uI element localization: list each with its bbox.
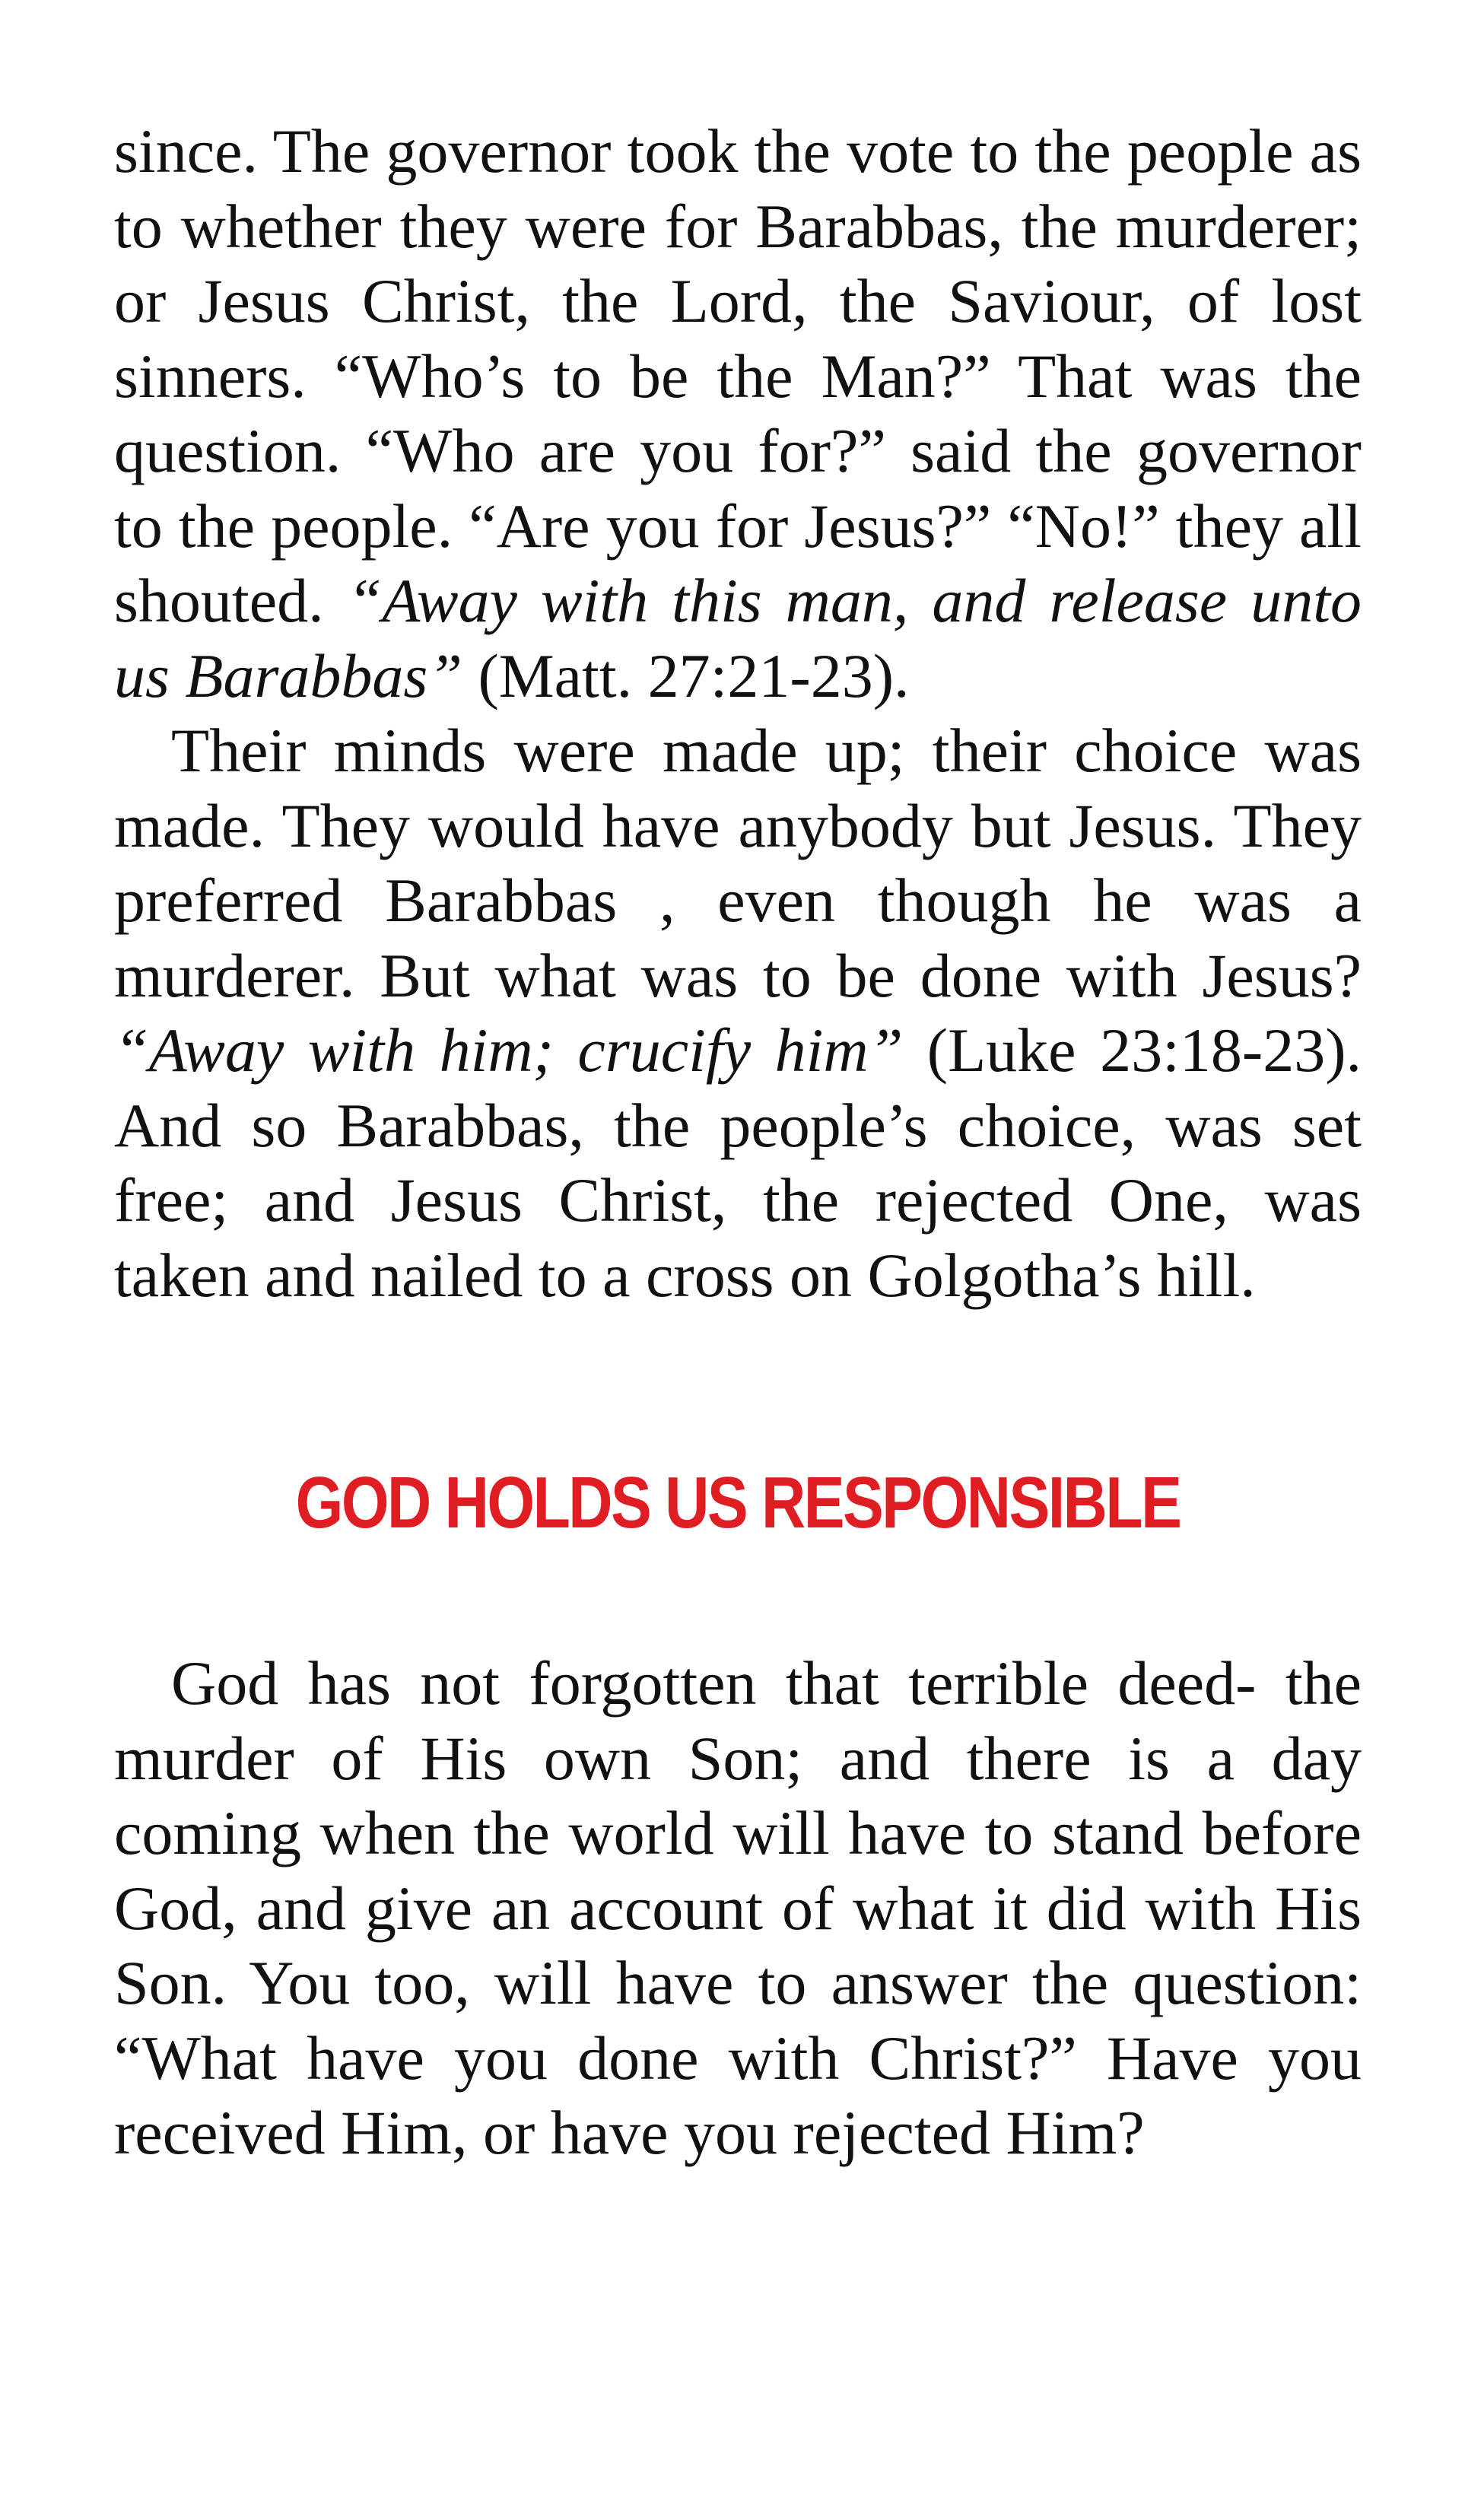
paragraph-text-continued: (Luke 23:18-23). And so Barabbas, the people’s choice, was set free; and Jesus Christ, the rejected One, was taken and nailed to a cross on Golgotha’s hill. bbox=[114, 1016, 1362, 1310]
section-heading: GOD HOLDS US RESPONSIBLE bbox=[295, 1462, 1181, 1543]
paragraph-barabbas-vote bbox=[114, 114, 1362, 714]
scripture-quote-matthew: “Away with this man, and release unto us Barabbas” bbox=[114, 566, 1362, 710]
scripture-reference-matthew: (Matt. 27:21-23). bbox=[462, 640, 910, 710]
paragraph-god-holds-responsible: God has not forgotten that terrible deed- the murder of His own Son; and there is a day coming when the world will have to stand before God, and give an account of what it did with His Son. You too, will have to answer the question: “What have you done with Christ?” Have you received Him, or have you rejected Him? bbox=[114, 1648, 1362, 2167]
paragraph-their-choice bbox=[114, 714, 1362, 1313]
scripture-quote-luke: “Away with him; crucify him” bbox=[114, 1016, 904, 1085]
page-content bbox=[114, 114, 1362, 2171]
paragraph-text: Their minds were made up; their choice was made. They would have anybody but Jesus. They preferred Barabbas , even though he was a murderer. But what was to be done with Jesus? bbox=[114, 716, 1362, 1010]
paragraph-text: since. The governor took the vote to the people as to whether they were for Barabbas, the murderer; or Jesus Christ, the Lord, the Saviour, of lost sinners. “Who’s to be the Man?” That was the question. “Who are you for?” said the governor to the people. “Are you for Jesus?” “No!” they all shouted. bbox=[114, 116, 1362, 635]
